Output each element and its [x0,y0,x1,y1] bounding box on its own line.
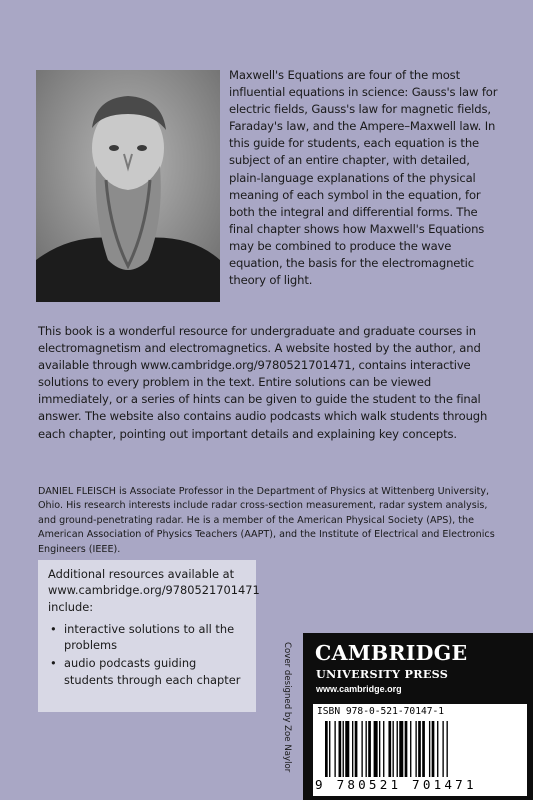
barcode-bar [355,721,358,777]
barcode-bar [339,721,342,777]
barcode-bar [343,721,344,777]
barcode-bar [405,721,408,777]
barcode-bar [366,721,367,777]
barcode-bar [415,721,416,777]
barcode-bar [447,721,448,777]
barcode-bar [345,721,349,777]
barcode-bar [383,721,384,777]
barcode-bar [388,721,391,777]
resources-intro: Additional resources available at www.cambridge.org/9780521701471 include: [48,567,260,614]
description-intro: Maxwell's Equations are four of the most influential equations in science: Gauss's law for electric fields, Gauss's law for magnetic fields, Faraday's law, and the Ampere–Maxwell law. In this guide for students, each equation is the subject of an entire chapter, with detailed, plain-language explanations of the physical meaning of each symbol in the equation, for both the integral and differential forms. The final chapter shows how Maxwell's Equations may be combined to produce the wave equation, the basis for the electromagnetic theory of light. [229,68,498,288]
barcode-bar [410,721,411,777]
barcode-bar [429,721,430,777]
barcode-bar [393,721,394,777]
barcode-bar [442,721,443,777]
publisher-block [303,633,533,800]
resources-box [38,560,260,712]
barcode-bar [437,721,438,777]
publisher-subtitle: UNIVERSITY PRESS [316,667,449,681]
author-portrait [36,70,220,302]
barcode-digits: 9 780521 701471 [315,777,477,792]
publisher-url: www.cambridge.org [316,684,402,694]
barcode-bar [422,721,425,777]
description-resources: This book is a wonderful resource for undergraduate and graduate courses in electromagnetism and electromagnetics. A website hosted by the author, and available through www.cambridge.org/9780521701471, contains interactive solutions to every problem in the text. Entire solutions can be viewed immediately, or a series of hints can be given to guide the student to the final answer. The website also contains audio podcasts which walk students through each chapter, pointing out important details and explaining key concepts. [38,324,488,441]
publisher-name: CAMBRIDGE [315,641,468,665]
barcode-bar [418,721,421,777]
barcode-bar [325,721,328,777]
barcode-bar [397,721,398,777]
isbn-label: ISBN 978-0-521-70147-1 [317,706,445,717]
barcode-bar [432,721,435,777]
barcode-bar [329,721,330,777]
resources-list [48,621,246,688]
barcode-bar [368,721,371,777]
barcode-bar [374,721,378,777]
barcode-bar [399,721,403,777]
barcode-bar [379,721,380,777]
barcode-bars [325,721,521,777]
list-item: • interactive solutions to all the problems [48,621,246,654]
barcode-bar [334,721,335,777]
barcode-bar [361,721,362,777]
barcode-bar [352,721,353,777]
list-item: • audio podcasts guiding students through each chapter [48,655,246,688]
author-bio: DANIEL FLEISCH is Associate Professor in the Department of Physics at Wittenberg University, Ohio. His research interests include radar cross-section measurement, radar system analysis, and ground-penetrating radar. He is a member of the American Physical Society (APS), the American Association of Physics Teachers (AAPT), and the Institute of Electrical and Electronics Engineers (IEEE). [38,486,495,555]
barcode [313,704,527,796]
cover-credit-text: Cover designed by Zoe Naylor [282,642,292,773]
